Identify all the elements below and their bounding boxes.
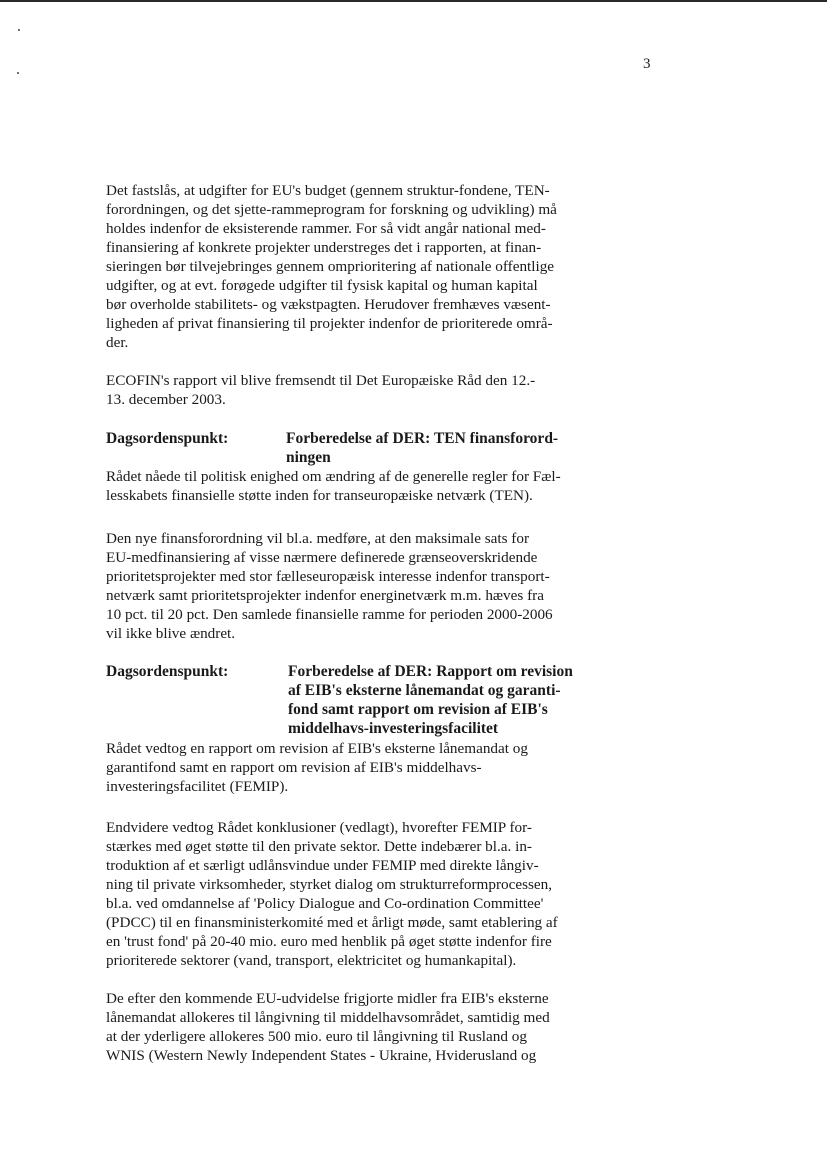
scan-speck [18,29,20,31]
paragraph-budget: Det fastslås, at udgifter for EU's budget (gennem struktur-fondene, TEN- forordningen, og det sjette-rammeprogram for forskning og udvikling) må holdes indenfor de eksisterende rammer. For så vidt angår national med- finansiering af konkrete projekter understreges det i rapporten, at finan- sieringen bør tilvejebringes gennem omprioritering af nationale offentlige udgifter, og at evt. forøgede udgifter til fysisk kapital og human kapital bør overholde stabilitets- og vækstpagten. Herudover fremhæves væsent- ligheden af privat finansiering til projekter indenfor de prioriterede områ- der. [106,182,557,351]
paragraph-eib-allocation: De efter den kommende EU-udvidelse frigjorte midler fra EIB's eksterne lånemandat allokeres til långivning til middelhavsområdet, samtidig med at der yderligere allokeres 500 mio. euro til långivning til Rusland og WNIS (Western Newly Independent States - Ukraine, Hviderusland og [106,990,550,1064]
agenda-label: Dagsordenspunkt: [106,663,229,680]
paragraph-ecofin: ECOFIN's rapport vil blive fremsendt til Det Europæiske Råd den 12.- 13. december 2003. [106,372,536,408]
agenda-title: Forberedelse af DER: Rapport om revision af EIB's eksterne lånemandat og garanti- fond samt rapport om revision af EIB's middelhavs-investeringsfacilitet [288,663,573,737]
agenda-label: Dagsordenspunkt: [106,430,229,447]
agenda-heading-ten [106,429,626,467]
page-number: 3 [643,56,651,72]
paragraph-eib-report: Rådet vedtog en rapport om revision af EIB's eksterne lånemandat og garantifond samt en rapport om revision af EIB's middelhavs- investeringsfacilitet (FEMIP). [106,740,528,795]
scan-speck [17,72,19,74]
paragraph-ten-agreement: Rådet nåede til politisk enighed om ændring af de generelle regler for Fæl- lesskabets finansielle støtte inden for transeuropæiske netværk (TEN). [106,468,561,504]
paragraph-femip-conclusions: Endvidere vedtog Rådet konklusioner (vedlagt), hvorefter FEMIP for- stærkes med øget støtte til den private sektor. Dette indebærer bl.a. in- troduktion af et særligt udlånsvindue under FEMIP med direkte långiv- ning til private virksomheder, styrket dialog om strukturreformprocessen, bl.a. ved omdannelse af 'Policy Dialogue and Co-ordination Committee' (PDCC) til en finansministerkomité med et årligt møde, samt etablering af en 'trust fond' på 20-40 mio. euro med henblik på øget støtte indenfor fire prioriterede sektorer (vand, transport, elektricitet og humankapital). [106,819,558,969]
paragraph-finance-regulation: Den nye finansforordning vil bl.a. medføre, at den maksimale sats for EU-medfinansiering af visse nærmere definerede grænseoverskridende prioritetsprojekter med stor fælleseuropæisk interesse indenfor transport- netværk samt prioritetsprojekter indenfor energinetværk m.m. hæves fra 10 pct. til 20 pct. Den samlede finansielle ramme for perioden 2000-2006 vil ikke blive ændret. [106,530,553,642]
agenda-title: Forberedelse af DER: TEN finansforord- ningen [286,430,559,466]
agenda-heading-eib [106,662,626,738]
top-rule [0,0,827,2]
